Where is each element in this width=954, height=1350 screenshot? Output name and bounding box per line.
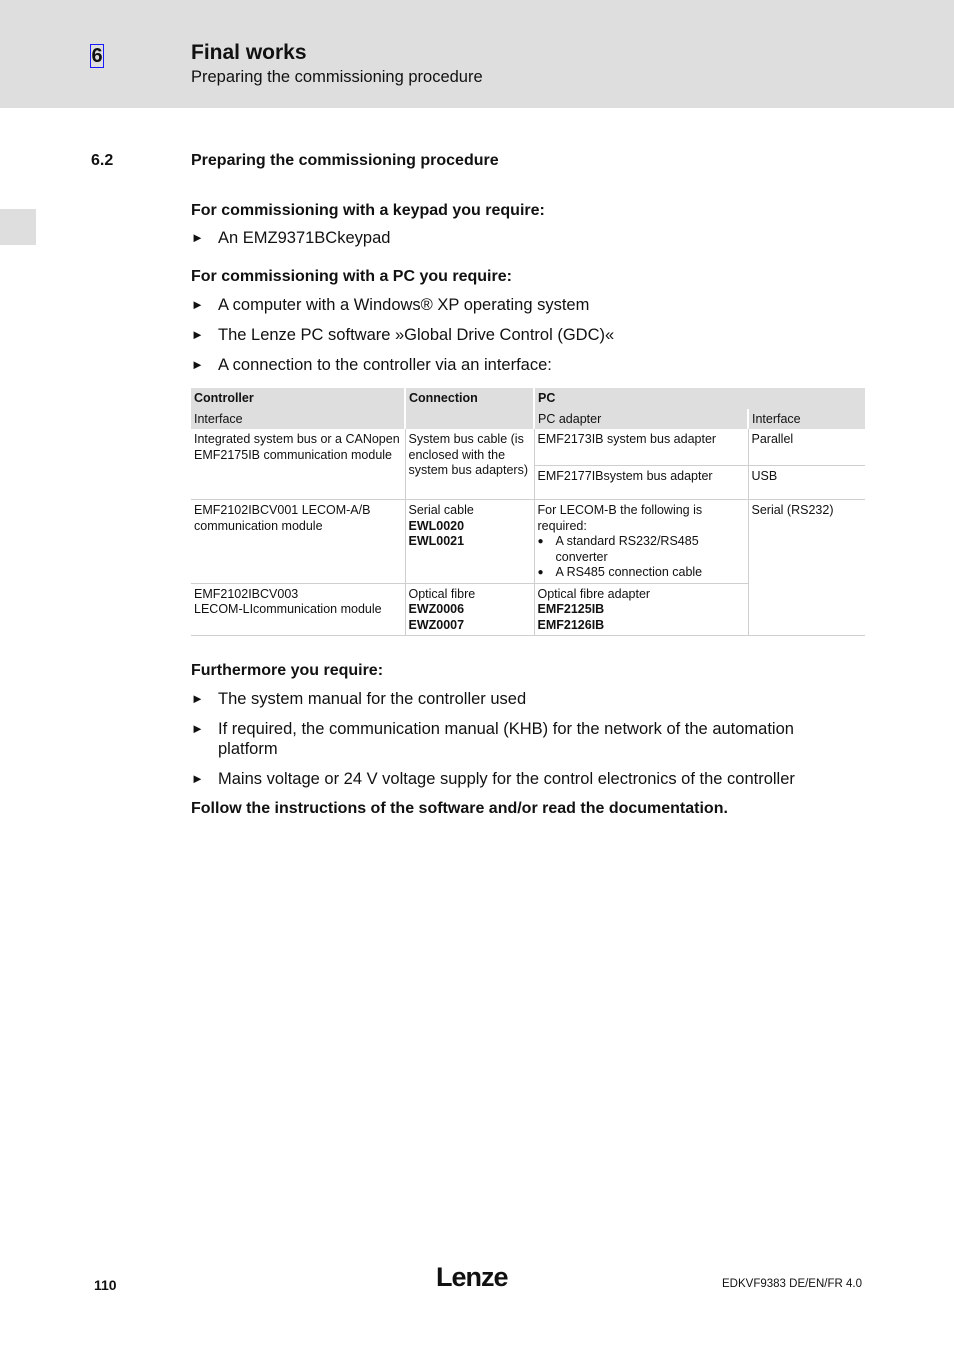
table-row	[191, 500, 865, 584]
cell-connection: System bus cable (is enclosed with the system bus adapters)	[405, 429, 534, 500]
cell-pc-adapter: Optical fibre adapter EMF2125IB EMF2126IB	[534, 583, 748, 636]
bullet-arrow-icon: ►	[191, 691, 204, 706]
section-title: Preparing the commissioning procedure	[191, 152, 499, 169]
cell-pc-interface: Parallel	[748, 429, 865, 466]
header-interface: Interface	[191, 409, 405, 430]
bullet-arrow-icon: ►	[191, 771, 204, 786]
cell-pc-adapter: EMF2173IB system bus adapter	[534, 429, 748, 466]
header-pc-adapter: PC adapter	[534, 409, 748, 430]
further-heading: Furthermore you require:	[191, 662, 384, 679]
further-item: ► The system manual for the controller used	[191, 690, 527, 708]
chapter-number[interactable]: 6	[91, 45, 103, 67]
bullet-arrow-icon: ►	[191, 357, 204, 372]
cell-pc-adapter: EMF2177IBsystem bus adapter	[534, 466, 748, 500]
lenze-logo: Lenze	[436, 1262, 508, 1292]
cell-pc-interface: Serial (RS232)	[748, 500, 865, 636]
table-header-row	[191, 388, 865, 409]
header-controller: Controller	[191, 388, 405, 409]
cell-pc-adapter: For LECOM-B the following is required: ● A standard RS232/RS485 converter ● A RS485 connection cable	[534, 500, 748, 584]
bullet-arrow-icon: ►	[191, 721, 204, 736]
document-id: EDKVF9383 DE/EN/FR 4.0	[722, 1278, 862, 1290]
header-pc-interface: Interface	[748, 409, 865, 430]
bullet-arrow-icon: ►	[191, 327, 204, 342]
keypad-item: ► An EMZ9371BCkeypad	[191, 229, 391, 247]
pc-heading: For commissioning with a PC you require:	[191, 268, 512, 285]
page-number: 110	[94, 1277, 117, 1293]
chapter-title: Final works	[191, 41, 307, 64]
final-note: Follow the instructions of the software and/or read the documentation.	[191, 800, 728, 817]
cell-connection: Serial cable EWL0020 EWL0021	[405, 500, 534, 584]
pc-item: ► A computer with a Windows® XP operating system	[191, 296, 590, 314]
keypad-heading: For commissioning with a keypad you require:	[191, 202, 545, 219]
cell-connection: Optical fibre EWZ0006 EWZ0007	[405, 583, 534, 636]
chapter-subtitle: Preparing the commissioning procedure	[191, 68, 483, 86]
interface-table	[191, 388, 865, 636]
further-item: ► Mains voltage or 24 V voltage supply for the control electronics of the controller	[191, 770, 795, 788]
cell-controller: EMF2102IBCV001 LECOM-A/B communication module	[191, 500, 405, 584]
adapter-requirements-list	[538, 534, 745, 581]
bullet-arrow-icon: ►	[191, 230, 204, 245]
pc-item: ► A connection to the controller via an interface:	[191, 356, 552, 374]
header-pc: PC	[534, 388, 865, 409]
side-tab-marker	[0, 209, 36, 245]
cell-controller: EMF2102IBCV003 LECOM-LIcommunication module	[191, 583, 405, 636]
cell-pc-interface: USB	[748, 466, 865, 500]
pc-item: ► The Lenze PC software »Global Drive Control (GDC)«	[191, 326, 615, 344]
table-row	[191, 429, 865, 466]
bullet-arrow-icon: ►	[191, 297, 204, 312]
list-item: ● A RS485 connection cable	[538, 565, 745, 581]
section-number: 6.2	[91, 152, 114, 169]
page-header	[0, 0, 954, 108]
further-item: ► If required, the communication manual (KHB) for the network of the automation platform	[191, 720, 794, 758]
header-connection: Connection	[405, 388, 534, 429]
cell-controller: Integrated system bus or a CANopen EMF2175IB communication module	[191, 429, 405, 500]
list-item: ● A standard RS232/RS485 converter	[538, 534, 745, 565]
